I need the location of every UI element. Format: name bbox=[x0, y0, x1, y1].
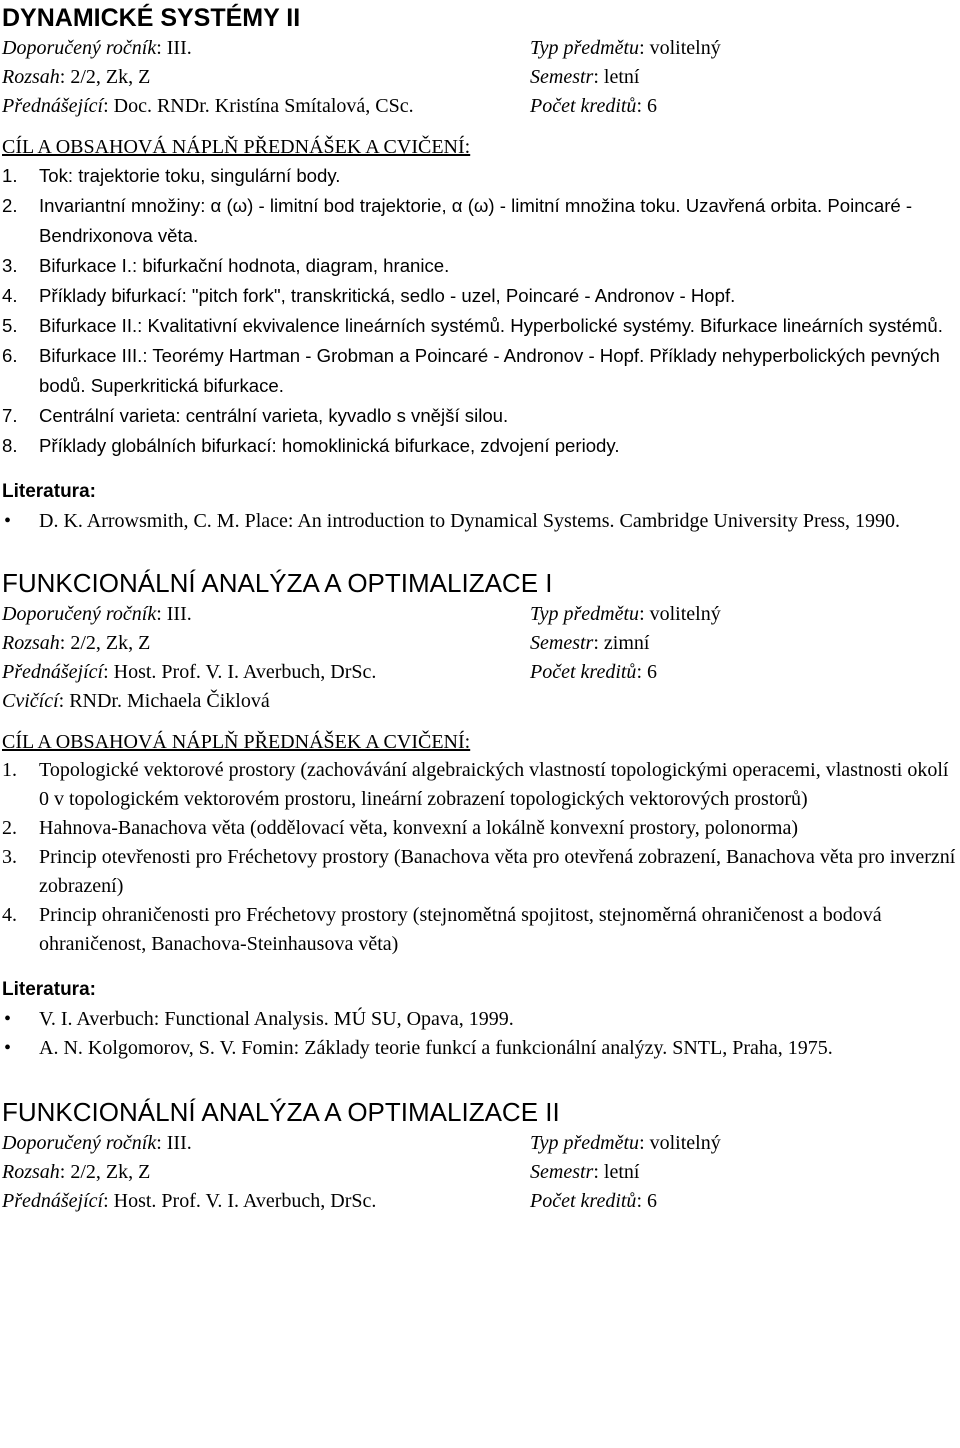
course-meta bbox=[2, 34, 960, 121]
course-funkcionalni-analyza-ii bbox=[2, 1095, 960, 1216]
course-dynamicke-systemy-ii bbox=[2, 0, 960, 536]
literature-list bbox=[2, 507, 960, 536]
meta-kredity: Počet kreditů: 6 bbox=[530, 661, 657, 683]
topic-list bbox=[2, 756, 960, 959]
meta-rozsah: Rozsah: 2/2, Zk, Z bbox=[2, 1161, 151, 1183]
meta-semestr: Semestr: letní bbox=[530, 66, 640, 88]
literature-heading: Literatura: bbox=[2, 979, 96, 1000]
topic-item: 8. Příklady globálních bifurkací: homoklinická bifurkace, zdvojení periody. bbox=[2, 435, 620, 456]
meta-typ: Typ předmětu: volitelný bbox=[530, 1132, 721, 1154]
meta-semestr: Semestr: letní bbox=[530, 1161, 640, 1183]
topic-item: 7. Centrální varieta: centrální varieta, kyvadlo s vnější silou. bbox=[2, 405, 509, 426]
literature-item: • D. K. Arrowsmith, C. M. Place: An introduction to Dynamical Systems. Cambridge University Press, 1990. bbox=[2, 507, 960, 536]
topic-item: 6. Bifurkace III.: Teorémy Hartman - Grobman a Poincaré - Andronov - Hopf. Příklady nehyperbolických pevných bodů. Superkritická bifurkace. bbox=[2, 345, 940, 396]
meta-rozsah: Rozsah: 2/2, Zk, Z bbox=[2, 632, 151, 654]
topic-item: 2. Invariantní množiny: α (ω) - limitní bod trajektorie, α (ω) - limitní množina toku. Uzavřená orbita. Poincaré - Bendrixonova věta. bbox=[2, 195, 913, 246]
topic-item: 4. Princip ohraničenosti pro Fréchetovy prostory (stejnomětná spojitost, stejnoměrná ohraničenost a bodová ohraničenost, Banachova-Steinhausova věta) bbox=[2, 904, 882, 955]
course-title: FUNKCIONÁLNÍ ANALÝZA A OPTIMALIZACE I bbox=[2, 568, 553, 598]
meta-typ: Typ předmětu: volitelný bbox=[530, 37, 721, 59]
bullet-icon: • bbox=[4, 510, 12, 532]
meta-prednasejici: Přednášející: Doc. RNDr. Kristína Smítalová, CSc. bbox=[2, 95, 414, 117]
course-funkcionalni-analyza-i bbox=[2, 566, 960, 1063]
topic-item: 2. Hahnova-Banachova věta (oddělovací věta, konvexní a lokálně konvexní prostory, polonorma) bbox=[2, 817, 799, 839]
meta-prednasejici: Přednášející: Host. Prof. V. I. Averbuch, DrSc. bbox=[2, 1190, 377, 1212]
goal-heading: CÍL A OBSAHOVÁ NÁPLŇ PŘEDNÁŠEK A CVIČENÍ: bbox=[2, 136, 471, 158]
literature-item: • A. N. Kolgomorov, S. V. Fomin: Základy teorie funkcí a funkcionální analýzy. SNTL, Praha, 1975. bbox=[2, 1034, 960, 1063]
course-title: DYNAMICKÉ SYSTÉMY II bbox=[2, 4, 301, 32]
meta-kredity: Počet kreditů: 6 bbox=[530, 1190, 657, 1212]
meta-rozsah: Rozsah: 2/2, Zk, Z bbox=[2, 66, 151, 88]
meta-prednasejici: Přednášející: Host. Prof. V. I. Averbuch, DrSc. bbox=[2, 661, 377, 683]
topic-item: 3. Bifurkace I.: bifurkační hodnota, diagram, hranice. bbox=[2, 255, 450, 276]
bullet-icon: • bbox=[4, 1037, 12, 1059]
course-title: FUNKCIONÁLNÍ ANALÝZA A OPTIMALIZACE II bbox=[2, 1097, 560, 1127]
meta-typ: Typ předmětu: volitelný bbox=[530, 603, 721, 625]
topic-item: 1. Topologické vektorové prostory (zachovávání algebraických vlastností topologickými operacemi, vlastnosti okolí 0 v topologickém vektorovém prostoru, lineární zobrazení topologických vektorových prostorů) bbox=[2, 759, 949, 810]
literature-item: • V. I. Averbuch: Functional Analysis. MÚ SU, Opava, 1999. bbox=[2, 1005, 960, 1034]
topic-item: 4. Příklady bifurkací: "pitch fork", transkritická, sedlo - uzel, Poincaré - Andronov - Hopf. bbox=[2, 285, 736, 306]
course-meta bbox=[2, 1129, 960, 1216]
literature-heading: Literatura: bbox=[2, 481, 96, 502]
meta-rocnik: Doporučený ročník: III. bbox=[2, 37, 192, 59]
bullet-icon: • bbox=[4, 1008, 12, 1030]
topic-list bbox=[2, 161, 960, 461]
meta-cvicici: Cvičící: RNDr. Michaela Čiklová bbox=[2, 690, 270, 712]
course-meta bbox=[2, 600, 960, 716]
goal-heading: CÍL A OBSAHOVÁ NÁPLŇ PŘEDNÁŠEK A CVIČENÍ: bbox=[2, 731, 471, 753]
meta-rocnik: Doporučený ročník: III. bbox=[2, 603, 192, 625]
meta-kredity: Počet kreditů: 6 bbox=[530, 95, 657, 117]
literature-list bbox=[2, 1005, 960, 1063]
meta-semestr: Semestr: zimní bbox=[530, 632, 650, 654]
topic-item: 1. Tok: trajektorie toku, singulární body. bbox=[2, 165, 341, 186]
meta-rocnik: Doporučený ročník: III. bbox=[2, 1132, 192, 1154]
topic-item: 5. Bifurkace II.: Kvalitativní ekvivalence lineárních systémů. Hyperbolické systémy. Bifurkace lineárních systémů. bbox=[2, 315, 943, 336]
topic-item: 3. Princip otevřenosti pro Fréchetovy prostory (Banachova věta pro otevřená zobrazení, Banachova věta pro inverzní zobrazení) bbox=[2, 846, 956, 897]
